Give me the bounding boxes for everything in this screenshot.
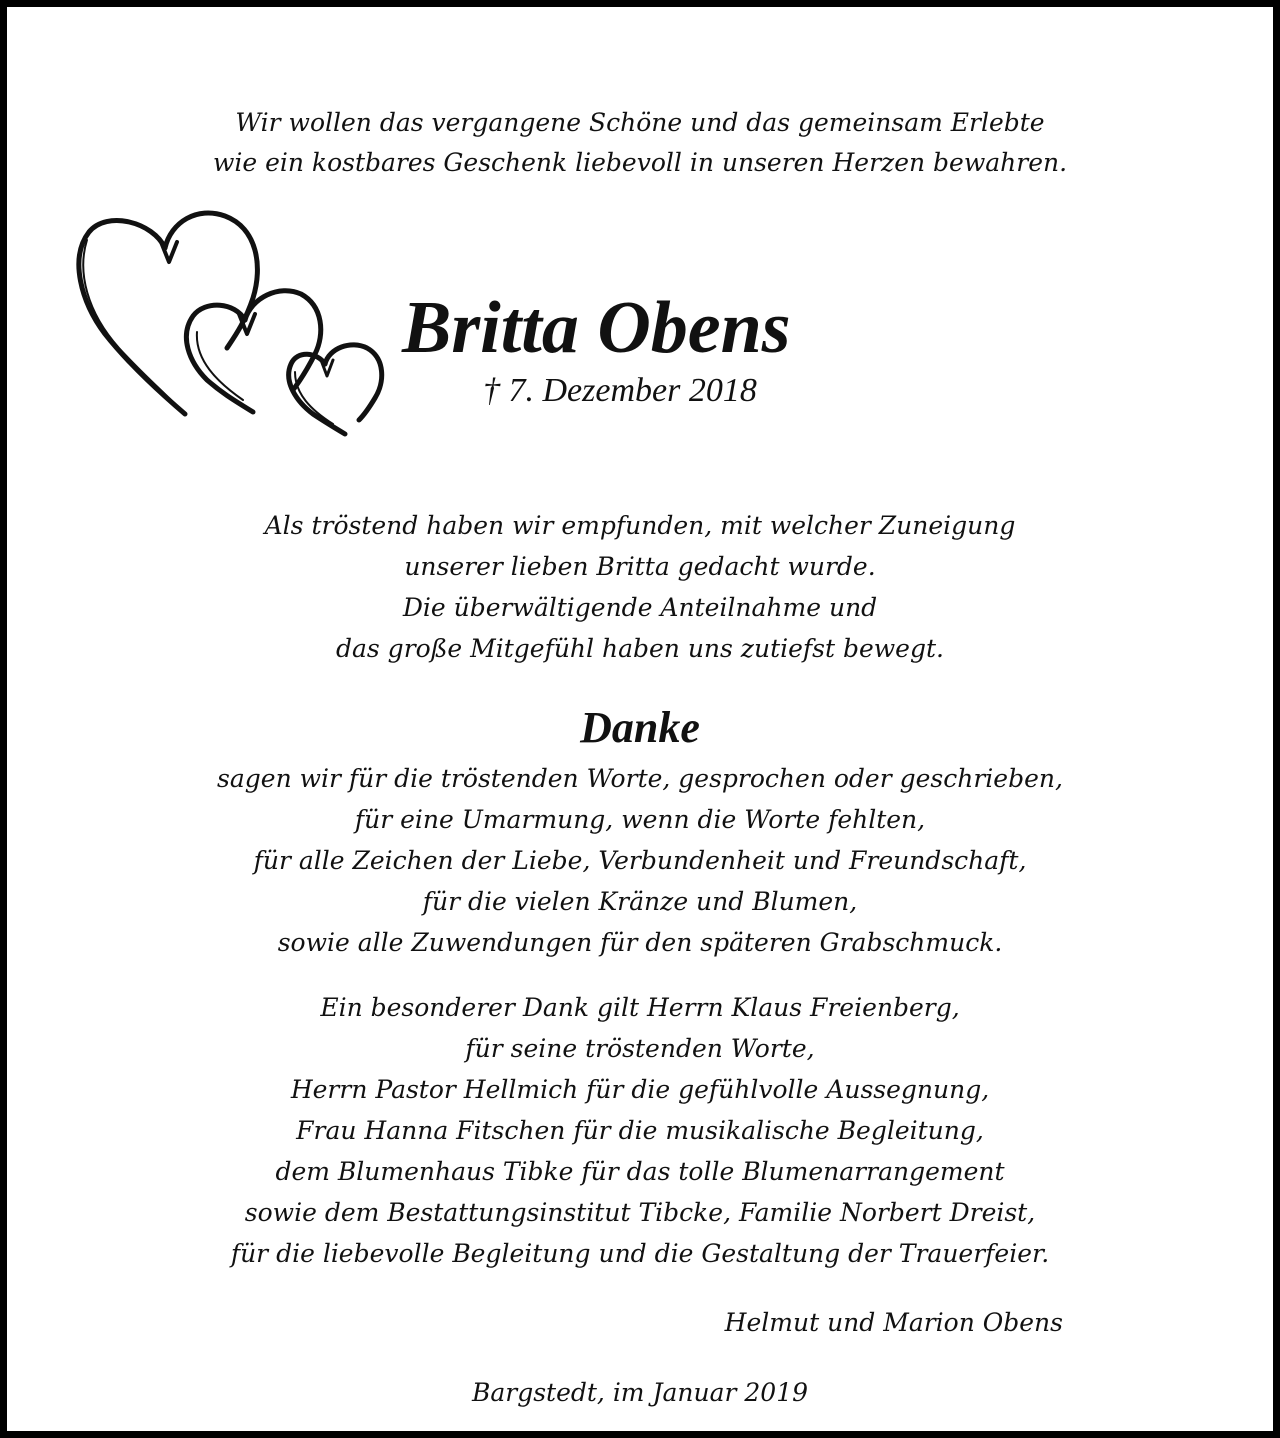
three-hearts-icon bbox=[67, 202, 397, 452]
comfort-line-1: Als tröstend haben wir empfunden, mit welcher Zuneigung bbox=[264, 511, 1016, 540]
comfort-line-3: Die überwältigende Anteilnahme und bbox=[402, 593, 878, 622]
thanks-line-2: für eine Umarmung, wenn die Worte fehlten, bbox=[354, 805, 926, 834]
special-thanks-line-2: für seine tröstenden Worte, bbox=[465, 1034, 815, 1063]
intro-line-2: wie ein kostbares Geschenk liebevoll in unseren Herzen bewahren. bbox=[212, 148, 1068, 177]
special-thanks-line-1: Ein besonderer Dank gilt Herrn Klaus Freienberg, bbox=[320, 993, 960, 1022]
comfort-line-2: unserer lieben Britta gedacht wurde. bbox=[404, 552, 876, 581]
special-thanks-line-6: sowie dem Bestattungsinstitut Tibcke, Familie Norbert Dreist, bbox=[244, 1198, 1036, 1227]
special-thanks-line-3: Herrn Pastor Hellmich für die gefühlvolle Aussegnung, bbox=[290, 1075, 990, 1104]
thanks-line-5: sowie alle Zuwendungen für den späteren Grabschmuck. bbox=[277, 928, 1003, 957]
comfort-line-4: das große Mitgefühl haben uns zutiefst bewegt. bbox=[336, 634, 944, 663]
signature: Helmut und Marion Obens bbox=[724, 1308, 1063, 1337]
special-thanks-line-5: dem Blumenhaus Tibke für das tolle Blumenarrangement bbox=[275, 1157, 1005, 1186]
thanks-line-3: für alle Zeichen der Liebe, Verbundenheit und Freundschaft, bbox=[253, 846, 1027, 875]
thanks-line-1: sagen wir für die tröstenden Worte, gesprochen oder geschrieben, bbox=[217, 764, 1063, 793]
special-thanks-line-7: für die liebevolle Begleitung und die Gestaltung der Trauerfeier. bbox=[230, 1239, 1050, 1268]
deceased-name: Britta Obens bbox=[402, 287, 791, 369]
death-date: † 7. Dezember 2018 bbox=[483, 372, 757, 409]
special-thanks-line-4: Frau Hanna Fitschen für die musikalische Begleitung, bbox=[296, 1116, 984, 1145]
intro-line-1: Wir wollen das vergangene Schöne und das gemeinsam Erlebte bbox=[235, 108, 1045, 137]
place-date: Bargstedt, im Januar 2019 bbox=[471, 1378, 809, 1407]
danke-heading: Danke bbox=[580, 703, 700, 752]
thanks-line-4: für die vielen Kränze und Blumen, bbox=[422, 887, 858, 916]
